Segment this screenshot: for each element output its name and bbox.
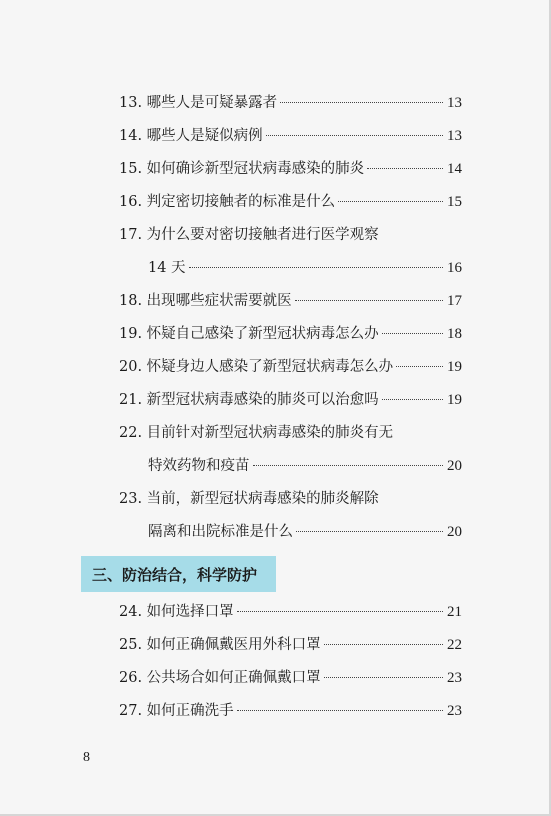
- toc-entry-title-cont: 特效药物和疫苗: [148, 458, 250, 474]
- toc-entry-title: 20. 怀疑身边人感染了新型冠状病毒怎么办: [119, 359, 394, 375]
- toc-entry-title: 25. 如何正确佩戴医用外科口罩: [119, 637, 321, 653]
- dot-leader: [295, 300, 443, 301]
- toc-entry-page: 14: [447, 161, 462, 177]
- toc-entry-title: 21. 新型冠状病毒感染的肺炎可以治愈吗: [119, 392, 379, 408]
- toc-entry-title-cont: 14 天: [148, 260, 186, 276]
- toc-entry-title[interactable]: 17. 为什么要对密切接触者进行医学观察: [119, 227, 379, 243]
- toc-entry-continuation[interactable]: [148, 455, 462, 477]
- dot-leader: [237, 710, 443, 711]
- dot-leader: [367, 168, 443, 169]
- toc-entry[interactable]: [119, 601, 462, 623]
- dot-leader: [396, 366, 443, 367]
- dot-leader: [324, 644, 443, 645]
- toc-entry-page: 23: [447, 670, 462, 686]
- toc-entry[interactable]: [119, 667, 462, 689]
- toc-entry[interactable]: [119, 700, 462, 722]
- section-heading[interactable]: [81, 556, 276, 592]
- toc-entry-title[interactable]: 22. 目前针对新型冠状病毒感染的肺炎有无: [119, 425, 394, 441]
- toc-entry-page: 13: [447, 95, 462, 111]
- toc-entry[interactable]: [119, 158, 462, 180]
- toc-entry[interactable]: [119, 125, 462, 147]
- toc-entry-page: 23: [447, 703, 462, 719]
- dot-leader: [324, 677, 443, 678]
- dot-leader: [253, 465, 444, 466]
- dot-leader: [338, 201, 443, 202]
- dot-leader: [266, 135, 443, 136]
- toc-entry-title: 15. 如何确诊新型冠状病毒感染的肺炎: [119, 161, 365, 177]
- dot-leader: [280, 102, 443, 103]
- dot-leader: [382, 399, 443, 400]
- toc-entry-page: 19: [447, 359, 462, 375]
- dot-leader: [237, 611, 443, 612]
- toc-entry-title: 26. 公共场合如何正确佩戴口罩: [119, 670, 321, 686]
- toc-entry-title: 16. 判定密切接触者的标准是什么: [119, 194, 336, 210]
- toc-entry-page: 15: [447, 194, 462, 210]
- toc-entry[interactable]: [119, 634, 462, 656]
- toc-entry-page: 21: [447, 604, 462, 620]
- toc-entry[interactable]: [119, 323, 462, 345]
- toc-entry-page: 18: [447, 326, 462, 342]
- toc-entry-page: 16: [447, 260, 462, 276]
- toc-entry-page: 22: [447, 637, 462, 653]
- toc-entry-title: 13. 哪些人是可疑暴露者: [119, 95, 278, 111]
- dot-leader: [296, 531, 443, 532]
- toc-entry-page: 20: [447, 458, 462, 474]
- toc-entry-title: 24. 如何选择口罩: [119, 604, 234, 620]
- toc-entry[interactable]: [119, 389, 462, 411]
- toc-entry-page: 19: [447, 392, 462, 408]
- toc-entry-title: 27. 如何正确洗手: [119, 703, 234, 719]
- toc-entry-page: 20: [447, 524, 462, 540]
- toc-entry[interactable]: [119, 92, 462, 114]
- toc-entry-continuation[interactable]: [148, 521, 462, 543]
- toc-entry[interactable]: [119, 356, 462, 378]
- dot-leader: [189, 267, 443, 268]
- toc-entry-continuation[interactable]: [148, 257, 462, 279]
- toc-entry-page: 17: [447, 293, 462, 309]
- section-heading-title: 三、防治结合，科学防护: [92, 565, 258, 584]
- page-number: 8: [83, 750, 90, 765]
- toc-entry-title[interactable]: 23. 当前，新型冠状病毒感染的肺炎解除: [119, 491, 379, 507]
- toc-entry-title: 14. 哪些人是疑似病例: [119, 128, 263, 144]
- toc-entry[interactable]: [119, 191, 462, 213]
- toc-entry-page: 13: [447, 128, 462, 144]
- toc-entry-title: 18. 出现哪些症状需要就医: [119, 293, 292, 309]
- toc-entry-title: 19. 怀疑自己感染了新型冠状病毒怎么办: [119, 326, 379, 342]
- dot-leader: [382, 333, 443, 334]
- toc-entry[interactable]: [119, 290, 462, 312]
- toc-entry-title-cont: 隔离和出院标准是什么: [148, 524, 293, 540]
